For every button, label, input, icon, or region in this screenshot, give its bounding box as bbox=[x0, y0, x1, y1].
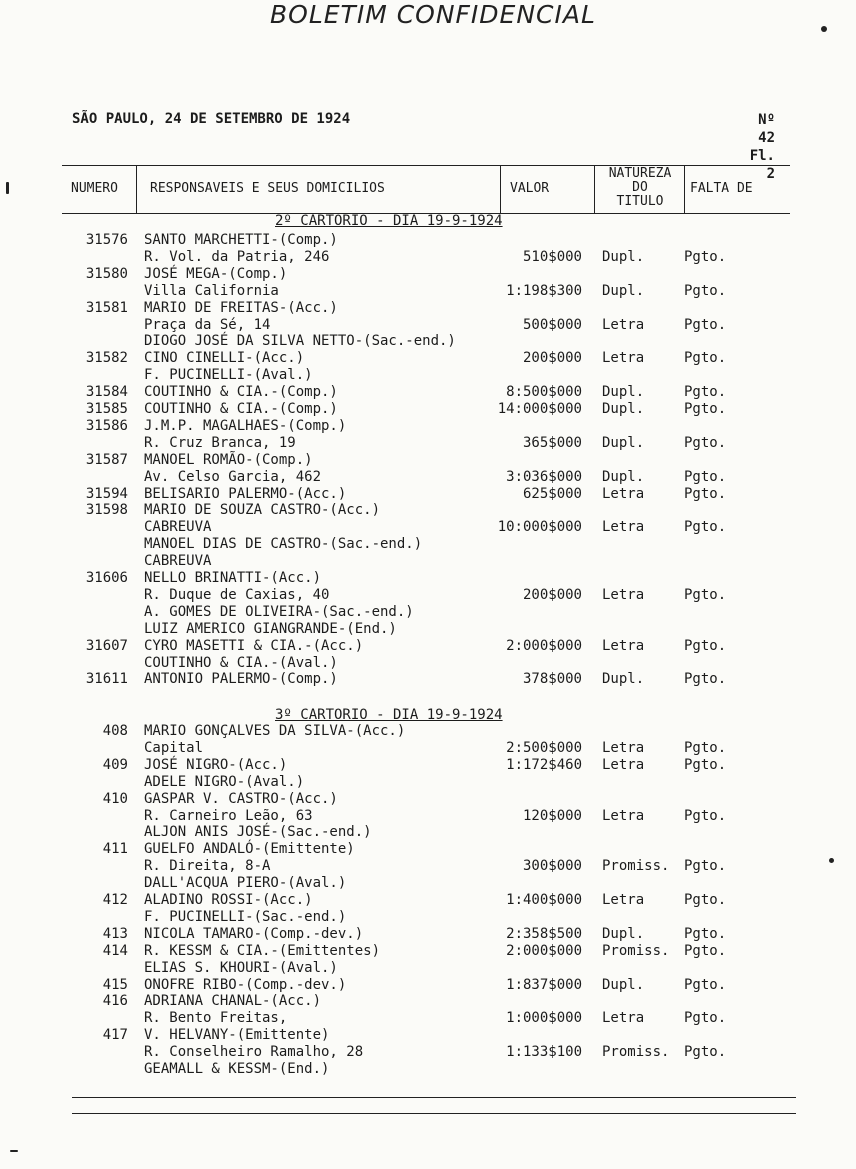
row-responsible: F. PUCINELLI-(Aval.) bbox=[144, 367, 313, 384]
row-value: 1:837$000 bbox=[506, 976, 582, 993]
row-responsible: CABREUVA bbox=[144, 553, 212, 570]
row-responsible: CINO CINELLI-(Acc.) bbox=[144, 350, 305, 367]
row-responsible: ANTONIO PALERMO-(Comp.) bbox=[144, 671, 338, 688]
row-number: 414 bbox=[102, 942, 128, 959]
row-value: 14:000$000 bbox=[497, 401, 582, 417]
row-fault: Pgto. bbox=[684, 586, 727, 603]
row-number: 31576 bbox=[85, 232, 128, 248]
col-divider bbox=[684, 165, 685, 213]
row-responsible: ADELE NIGRO-(Aval.) bbox=[144, 773, 305, 790]
row-value: 2:000$000 bbox=[506, 637, 582, 654]
row-responsible: MANOEL DIAS DE CASTRO-(Sac.-end.) bbox=[144, 536, 423, 553]
row-responsible: DALL'ACQUA PIERO-(Aval.) bbox=[144, 875, 347, 892]
ledger-row bbox=[0, 401, 856, 418]
row-responsible: GASPAR V. CASTRO-(Acc.) bbox=[144, 790, 338, 807]
row-value: 2:000$000 bbox=[506, 942, 582, 959]
row-responsible: R. Carneiro Leão, 63 bbox=[144, 807, 313, 824]
row-fault: Pgto. bbox=[684, 519, 727, 536]
issue-number: Nº 42 bbox=[758, 112, 775, 146]
ledger-row bbox=[0, 435, 856, 452]
row-fault: Pgto. bbox=[684, 739, 727, 756]
col-header-numero: NUMERO bbox=[71, 181, 118, 196]
row-number: 31611 bbox=[85, 671, 128, 688]
row-responsible: Av. Celso Garcia, 462 bbox=[144, 468, 322, 485]
col-header-valor: VALOR bbox=[510, 181, 550, 196]
ledger-row bbox=[0, 469, 856, 486]
row-fault: Pgto. bbox=[684, 858, 727, 875]
binding-hole-mark bbox=[821, 26, 827, 32]
row-responsible: Capital bbox=[144, 739, 204, 756]
ledger-row bbox=[0, 943, 856, 960]
row-nature: Letra bbox=[602, 316, 645, 333]
row-nature: Dupl. bbox=[602, 434, 645, 451]
row-number: 31585 bbox=[85, 401, 128, 417]
row-responsible: COUTINHO & CIA.-(Comp.) bbox=[144, 401, 338, 417]
row-value: 500$000 bbox=[522, 316, 582, 333]
row-responsible: R. Direita, 8-A bbox=[144, 858, 271, 875]
row-responsible: R. Duque de Caxias, 40 bbox=[144, 586, 330, 603]
ledger-row bbox=[0, 926, 856, 943]
row-value: 510$000 bbox=[522, 248, 582, 265]
row-fault: Pgto. bbox=[684, 316, 727, 333]
col-divider bbox=[136, 165, 137, 213]
row-value: 1:400$000 bbox=[506, 892, 582, 908]
row-responsible: CYRO MASETTI & CIA.-(Acc.) bbox=[144, 637, 364, 654]
row-responsible: SANTO MARCHETTI-(Comp.) bbox=[144, 232, 338, 248]
ledger-row bbox=[0, 486, 856, 503]
ledger-row bbox=[0, 249, 856, 266]
ledger-row bbox=[0, 671, 856, 688]
row-number: 31584 bbox=[85, 384, 128, 401]
row-fault: Pgto. bbox=[684, 1044, 727, 1061]
row-value: 2:500$000 bbox=[506, 739, 582, 756]
row-responsible: R. KESSM & CIA.-(Emittentes) bbox=[144, 942, 381, 959]
row-responsible: R. Vol. da Patria, 246 bbox=[144, 248, 330, 265]
row-fault: Pgto. bbox=[684, 925, 727, 942]
ledger-row bbox=[0, 604, 856, 621]
row-number: 409 bbox=[102, 756, 128, 773]
row-nature: Letra bbox=[602, 739, 645, 756]
ledger-row bbox=[0, 384, 856, 401]
row-nature: Dupl. bbox=[602, 925, 645, 942]
ledger-row bbox=[0, 452, 856, 469]
ledger-row bbox=[0, 960, 856, 977]
ledger-row bbox=[0, 1010, 856, 1027]
row-responsible: Villa California bbox=[144, 282, 279, 299]
row-number: 408 bbox=[102, 723, 128, 739]
row-fault: Pgto. bbox=[684, 756, 727, 773]
row-responsible: MANOEL ROMÃO-(Comp.) bbox=[144, 451, 313, 468]
row-value: 625$000 bbox=[522, 485, 582, 502]
row-responsible: ONOFRE RIBO-(Comp.-dev.) bbox=[144, 976, 347, 993]
row-fault: Pgto. bbox=[684, 1010, 727, 1027]
row-nature: Dupl. bbox=[602, 248, 645, 265]
row-value: 1:172$460 bbox=[506, 756, 582, 773]
ledger-row bbox=[0, 757, 856, 774]
ledger-row bbox=[0, 875, 856, 892]
row-value: 1:000$000 bbox=[506, 1010, 582, 1027]
natureza-line: DO bbox=[632, 180, 648, 195]
ledger-row bbox=[0, 418, 856, 435]
row-nature: Dupl. bbox=[602, 976, 645, 993]
row-responsible: GEAMALL & KESSM-(End.) bbox=[144, 1061, 330, 1077]
ledger-row bbox=[0, 536, 856, 553]
ledger-row bbox=[0, 638, 856, 655]
row-value: 120$000 bbox=[522, 807, 582, 824]
row-responsible: MARIO DE FREITAS-(Acc.) bbox=[144, 299, 338, 316]
footer-rule bbox=[72, 1097, 796, 1098]
row-fault: Pgto. bbox=[684, 468, 727, 485]
row-number: 416 bbox=[102, 993, 128, 1010]
row-value: 378$000 bbox=[522, 671, 582, 688]
ledger-row bbox=[0, 824, 856, 841]
row-responsible: CABREUVA bbox=[144, 519, 212, 536]
row-responsible: GUELFO ANDALÓ-(Emittente) bbox=[144, 841, 355, 858]
ledger-row bbox=[0, 266, 856, 283]
row-value: 1:133$100 bbox=[506, 1044, 582, 1061]
col-divider bbox=[594, 165, 595, 213]
row-nature: Promiss. bbox=[602, 858, 670, 875]
row-number: 412 bbox=[102, 892, 128, 908]
row-fault: Pgto. bbox=[684, 384, 727, 401]
issue-info bbox=[735, 111, 775, 183]
ink-speck bbox=[6, 182, 9, 194]
row-responsible: ADRIANA CHANAL-(Acc.) bbox=[144, 993, 322, 1010]
row-number: 31598 bbox=[85, 502, 128, 519]
row-number: 31594 bbox=[85, 485, 128, 502]
row-number: 410 bbox=[102, 790, 128, 807]
row-fault: Pgto. bbox=[684, 637, 727, 654]
row-fault: Pgto. bbox=[684, 976, 727, 993]
ledger-row bbox=[0, 283, 856, 300]
ledger-row bbox=[0, 317, 856, 334]
section-title: 2º CARTORIO - DIA 19-9-1924 bbox=[275, 213, 503, 229]
section-title: 3º CARTORIO - DIA 19-9-1924 bbox=[275, 707, 503, 723]
ledger-row bbox=[0, 655, 856, 672]
ledger-row bbox=[0, 841, 856, 858]
ink-speck bbox=[10, 1150, 18, 1152]
row-number: 31587 bbox=[85, 451, 128, 468]
ink-speck bbox=[829, 858, 834, 863]
folio: Fl. 2 bbox=[749, 148, 775, 182]
row-responsible: ALJON ANIS JOSÉ-(Sac.-end.) bbox=[144, 824, 372, 841]
row-number: 31580 bbox=[85, 265, 128, 282]
row-nature: Letra bbox=[602, 519, 645, 536]
row-nature: Letra bbox=[602, 892, 645, 908]
row-fault: Pgto. bbox=[684, 807, 727, 824]
row-responsible: MARIO DE SOUZA CASTRO-(Acc.) bbox=[144, 502, 381, 519]
header-top-rule bbox=[62, 165, 790, 166]
row-nature: Letra bbox=[602, 637, 645, 654]
row-value: 10:000$000 bbox=[497, 519, 582, 536]
ledger-row bbox=[0, 993, 856, 1010]
ledger-row bbox=[0, 350, 856, 367]
ledger-row bbox=[0, 740, 856, 757]
row-responsible: LUIZ AMERICO GIANGRANDE-(End.) bbox=[144, 620, 397, 637]
ledger-row bbox=[0, 723, 856, 740]
row-nature: Letra bbox=[602, 1010, 645, 1027]
row-fault: Pgto. bbox=[684, 401, 727, 417]
footer-rule bbox=[72, 1113, 796, 1114]
row-responsible: ELIAS S. KHOURI-(Aval.) bbox=[144, 959, 338, 976]
row-responsible: MARIO GONÇALVES DA SILVA-(Acc.) bbox=[144, 723, 406, 739]
row-number: 31582 bbox=[85, 350, 128, 367]
row-responsible: Praça da Sé, 14 bbox=[144, 316, 271, 333]
ledger-row bbox=[0, 808, 856, 825]
row-value: 300$000 bbox=[522, 858, 582, 875]
row-fault: Pgto. bbox=[684, 282, 727, 299]
row-value: 200$000 bbox=[522, 586, 582, 603]
row-number: 31586 bbox=[85, 417, 128, 434]
ledger-row bbox=[0, 1044, 856, 1061]
row-nature: Promiss. bbox=[602, 1044, 670, 1061]
ledger-row bbox=[0, 774, 856, 791]
row-responsible: R. Bento Freitas, bbox=[144, 1010, 288, 1027]
row-responsible: NELLO BRINATTI-(Acc.) bbox=[144, 570, 322, 586]
row-fault: Pgto. bbox=[684, 248, 727, 265]
row-number: 417 bbox=[102, 1027, 128, 1044]
ledger-row bbox=[0, 621, 856, 638]
row-nature: Dupl. bbox=[602, 671, 645, 688]
row-responsible: COUTINHO & CIA.-(Aval.) bbox=[144, 654, 338, 671]
col-header-natureza bbox=[597, 167, 683, 209]
row-responsible: ALADINO ROSSI-(Acc.) bbox=[144, 892, 313, 908]
row-nature: Dupl. bbox=[602, 384, 645, 401]
ledger-row bbox=[0, 1061, 856, 1078]
ledger-row bbox=[0, 858, 856, 875]
col-header-responsaveis: RESPONSAVEIS E SEUS DOMICILIOS bbox=[150, 181, 385, 196]
ledger-row bbox=[0, 519, 856, 536]
row-nature: Dupl. bbox=[602, 401, 645, 417]
natureza-line: TITULO bbox=[616, 194, 664, 209]
row-responsible: J.M.P. MAGALHAES-(Comp.) bbox=[144, 417, 347, 434]
row-fault: Pgto. bbox=[684, 350, 727, 367]
row-number: 31581 bbox=[85, 299, 128, 316]
row-responsible: V. HELVANY-(Emittente) bbox=[144, 1027, 330, 1044]
row-value: 3:036$000 bbox=[506, 468, 582, 485]
row-responsible: DIOGO JOSÉ DA SILVA NETTO-(Sac.-end.) bbox=[144, 333, 456, 350]
row-responsible: NICOLA TAMARO-(Comp.-dev.) bbox=[144, 925, 364, 942]
row-nature: Letra bbox=[602, 485, 645, 502]
ledger-row bbox=[0, 570, 856, 587]
row-number: 411 bbox=[102, 841, 128, 858]
row-responsible: R. Cruz Branca, 19 bbox=[144, 434, 296, 451]
row-value: 365$000 bbox=[522, 434, 582, 451]
row-responsible: BELISARIO PALERMO-(Acc.) bbox=[144, 485, 347, 502]
row-number: 415 bbox=[102, 976, 128, 993]
col-header-falta: FALTA DE bbox=[690, 181, 753, 196]
row-responsible: R. Conselheiro Ramalho, 28 bbox=[144, 1044, 364, 1061]
row-fault: Pgto. bbox=[684, 892, 727, 908]
row-number: 413 bbox=[102, 925, 128, 942]
col-divider bbox=[500, 165, 501, 213]
ledger-row bbox=[0, 333, 856, 350]
ledger-row bbox=[0, 502, 856, 519]
ledger-row bbox=[0, 892, 856, 909]
row-nature: Letra bbox=[602, 756, 645, 773]
row-nature: Dupl. bbox=[602, 282, 645, 299]
ledger-row bbox=[0, 232, 856, 249]
row-nature: Letra bbox=[602, 807, 645, 824]
row-fault: Pgto. bbox=[684, 434, 727, 451]
row-fault: Pgto. bbox=[684, 671, 727, 688]
row-value: 8:500$000 bbox=[506, 384, 582, 401]
ledger-row bbox=[0, 909, 856, 926]
ledger-row bbox=[0, 977, 856, 994]
masthead: BOLETIM CONFIDENCIAL bbox=[270, 0, 596, 29]
row-fault: Pgto. bbox=[684, 485, 727, 502]
dateline: SÃO PAULO, 24 DE SETEMBRO DE 1924 bbox=[72, 111, 351, 127]
row-value: 1:198$300 bbox=[506, 282, 582, 299]
ledger-row bbox=[0, 587, 856, 604]
ledger-row bbox=[0, 1027, 856, 1044]
ledger-row bbox=[0, 791, 856, 808]
row-fault: Pgto. bbox=[684, 942, 727, 959]
row-responsible: COUTINHO & CIA.-(Comp.) bbox=[144, 384, 338, 401]
ledger-row bbox=[0, 367, 856, 384]
row-responsible: JOSÉ MEGA-(Comp.) bbox=[144, 265, 288, 282]
row-number: 31607 bbox=[85, 637, 128, 654]
row-responsible: JOSÉ NIGRO-(Acc.) bbox=[144, 756, 288, 773]
row-nature: Letra bbox=[602, 350, 645, 367]
row-responsible: F. PUCINELLI-(Sac.-end.) bbox=[144, 908, 347, 925]
row-nature: Letra bbox=[602, 586, 645, 603]
ledger-row bbox=[0, 300, 856, 317]
row-nature: Dupl. bbox=[602, 468, 645, 485]
row-number: 31606 bbox=[85, 570, 128, 586]
ledger-row bbox=[0, 553, 856, 570]
row-nature: Promiss. bbox=[602, 942, 670, 959]
row-value: 2:358$500 bbox=[506, 925, 582, 942]
natureza-line: NATUREZA bbox=[608, 166, 672, 181]
row-value: 200$000 bbox=[522, 350, 582, 367]
row-responsible: A. GOMES DE OLIVEIRA-(Sac.-end.) bbox=[144, 603, 414, 620]
